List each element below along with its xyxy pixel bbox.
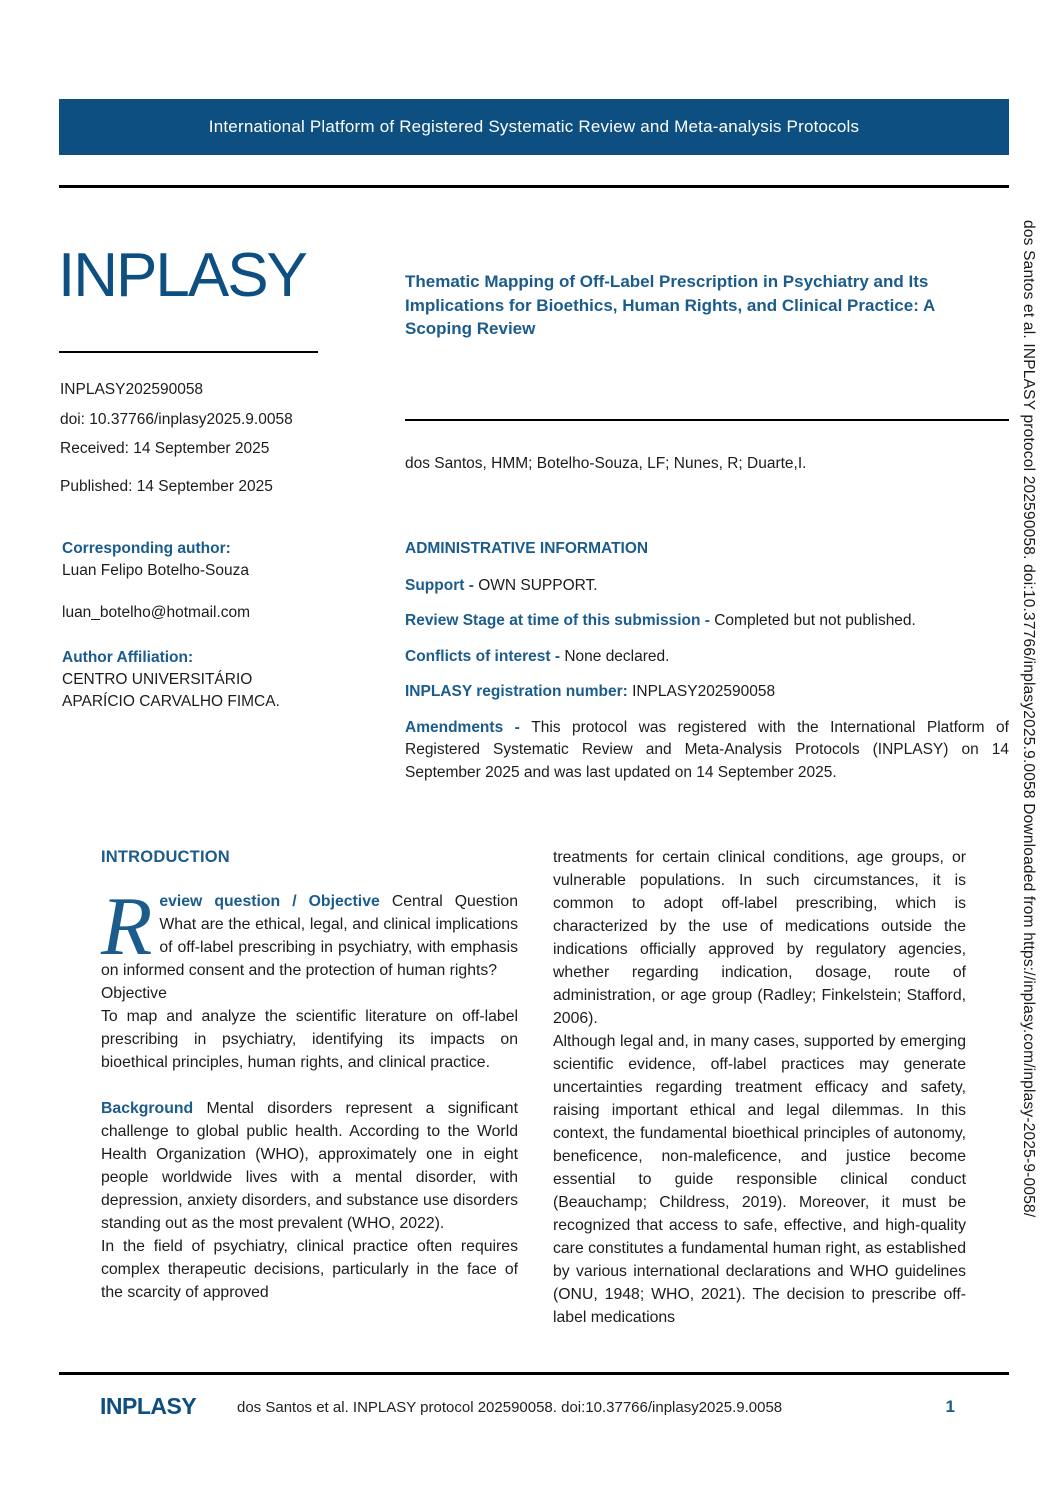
admin-amendments [405,717,1009,785]
admin-review-stage-sep: - [700,612,715,629]
corresponding-author-block [62,538,322,713]
platform-banner-text: International Platform of Registered Systematic Review and Meta-analysis Protocols [208,117,860,136]
introduction-heading: INTRODUCTION [101,848,230,866]
page-number: 1 [945,1397,955,1416]
admin-registration-number [405,681,1009,704]
admin-support-label: Support [405,576,465,594]
review-question-paragraph [101,880,518,982]
protocol-meta [60,379,293,498]
admin-amendments-sep: - [503,718,532,736]
footer-divider [59,1372,1009,1375]
logo-divider [59,351,318,353]
author-affiliation: CENTRO UNIVERSITÁRIO APARÍCIO CARVALHO FIMCA. [62,671,280,710]
admin-conflicts-value: None declared. [564,647,670,665]
title-divider [405,419,1009,421]
admin-review-stage-label: Review Stage at time of this submission [405,612,701,629]
background-paragraph [101,1097,518,1235]
objective-text: To map and analyze the scientific literature on off-label prescribing in psychiatry, identifying its impacts on bioethical principles, human rights, and clinical practice. [101,1008,518,1071]
header-divider [59,185,1009,188]
background-label: Background [101,1100,194,1117]
dropcap-letter: R [101,880,153,973]
admin-conflicts-label: Conflicts of interest [405,647,551,665]
author-affiliation-label: Author Affiliation: [62,649,194,666]
admin-amendments-label: Amendments [405,718,504,736]
admin-support-value: OWN SUPPORT. [478,576,598,594]
corresponding-author-email: luan_botelho@hotmail.com [62,604,251,621]
admin-conflicts-sep: - [550,647,565,665]
sidebar-citation: dos Santos et al. INPLASY protocol 202590058. doi:10.37766/inplasy2025.9.0058 Downloaded from https://inplasy.com/inplasy-2025-9-0058/ [1020,220,1037,1218]
review-question-text: Central Question What are the ethical, legal, and clinical implications of off-label prescribing in psychiatry, with emphasis on informed consent and the protection of human rights? [101,893,518,979]
corresponding-author-name: Luan Felipo Botelho-Souza [62,562,249,579]
published-line: Published: 14 September 2025 [60,478,273,495]
platform-banner [59,99,1009,155]
footer-citation: dos Santos et al. INPLASY protocol 202590058. doi:10.37766/inplasy2025.9.0058 [237,1399,783,1416]
admin-review-stage-value: Completed but not published. [714,612,916,629]
admin-registration-number-value: INPLASY202590058 [632,683,776,700]
admin-conflicts [405,646,1009,669]
body-paragraph-ethics: Although legal and, in many cases, supported by emerging scientific evidence, off-label practices may generate uncertainties regarding treatment efficacy and safety, raising important ethical and legal dilemmas. In this context, the fundamental bioethical principles of autonomy, beneficence, non-maleficence, and justice become essential to guide responsible clinical conduct (Beauchamp; Childress, 2019). Moreover, it must be recognized that access to safe, effective, and high-quality care constitutes a fundamental human right, as established by various international declarations and WHO guidelines (ONU, 1948; WHO, 2021). The decision to prescribe off-label medications [553,1033,966,1326]
received-line: Received: 14 September 2025 [60,440,270,457]
corresponding-author-label: Corresponding author: [62,540,231,557]
administrative-information [405,538,1009,784]
inplasy-logo: INPLASY [58,241,306,310]
admin-support [405,575,1009,598]
footer-inplasy-logo: INPLASY [100,1393,197,1419]
objective-label: Objective [101,985,167,1002]
review-question-label: eview question / Objective [159,893,380,910]
admin-amendments-value: This protocol was registered with the International Platform of Registered Systematic Review and Meta-Analysis Protocols (INPLASY) on 14 September 2025 and was last updated on 14 September 2025. [405,718,1009,781]
protocol-title: Thematic Mapping of Off-Label Prescription in Psychiatry and Its Implications for Bioethics, Human Rights, and Clinical Practice: A Scoping Review [405,272,935,338]
background-paragraph-2: In the field of psychiatry, clinical practice often requires complex therapeutic decisions, particularly in the face of the scarcity of approved [101,1238,518,1301]
registration-id: INPLASY202590058 [60,381,204,398]
admin-registration-number-label: INPLASY registration number: [405,683,628,700]
admin-support-sep: - [464,576,479,594]
background-text: Mental disorders represent a significant challenge to global public health. According to the World Health Organization (WHO), approximately one in eight people worldwide lives with a mental disorder, with depression, anxiety disorders, and substance use disorders standing out as the most prevalent (WHO, 2022). [101,1100,518,1232]
body-column-left [101,846,518,1304]
authors-line: dos Santos, HMM; Botelho-Souza, LF; Nunes, R; Duarte,I. [405,455,807,472]
body-column-right [553,846,966,1329]
admin-heading: ADMINISTRATIVE INFORMATION [405,540,649,557]
doi-line: doi: 10.37766/inplasy2025.9.0058 [60,411,293,428]
admin-review-stage [405,610,1009,633]
body-paragraph-offlabel: treatments for certain clinical conditions, age groups, or vulnerable populations. In such circumstances, it is common to adopt off-label prescribing, which is characterized by the use of medications outside the indications officially approved by regulatory agencies, whether regarding indication, dosage, route of administration, or age group (Radley; Finkelstein; Stafford, 2006). [553,849,966,1027]
